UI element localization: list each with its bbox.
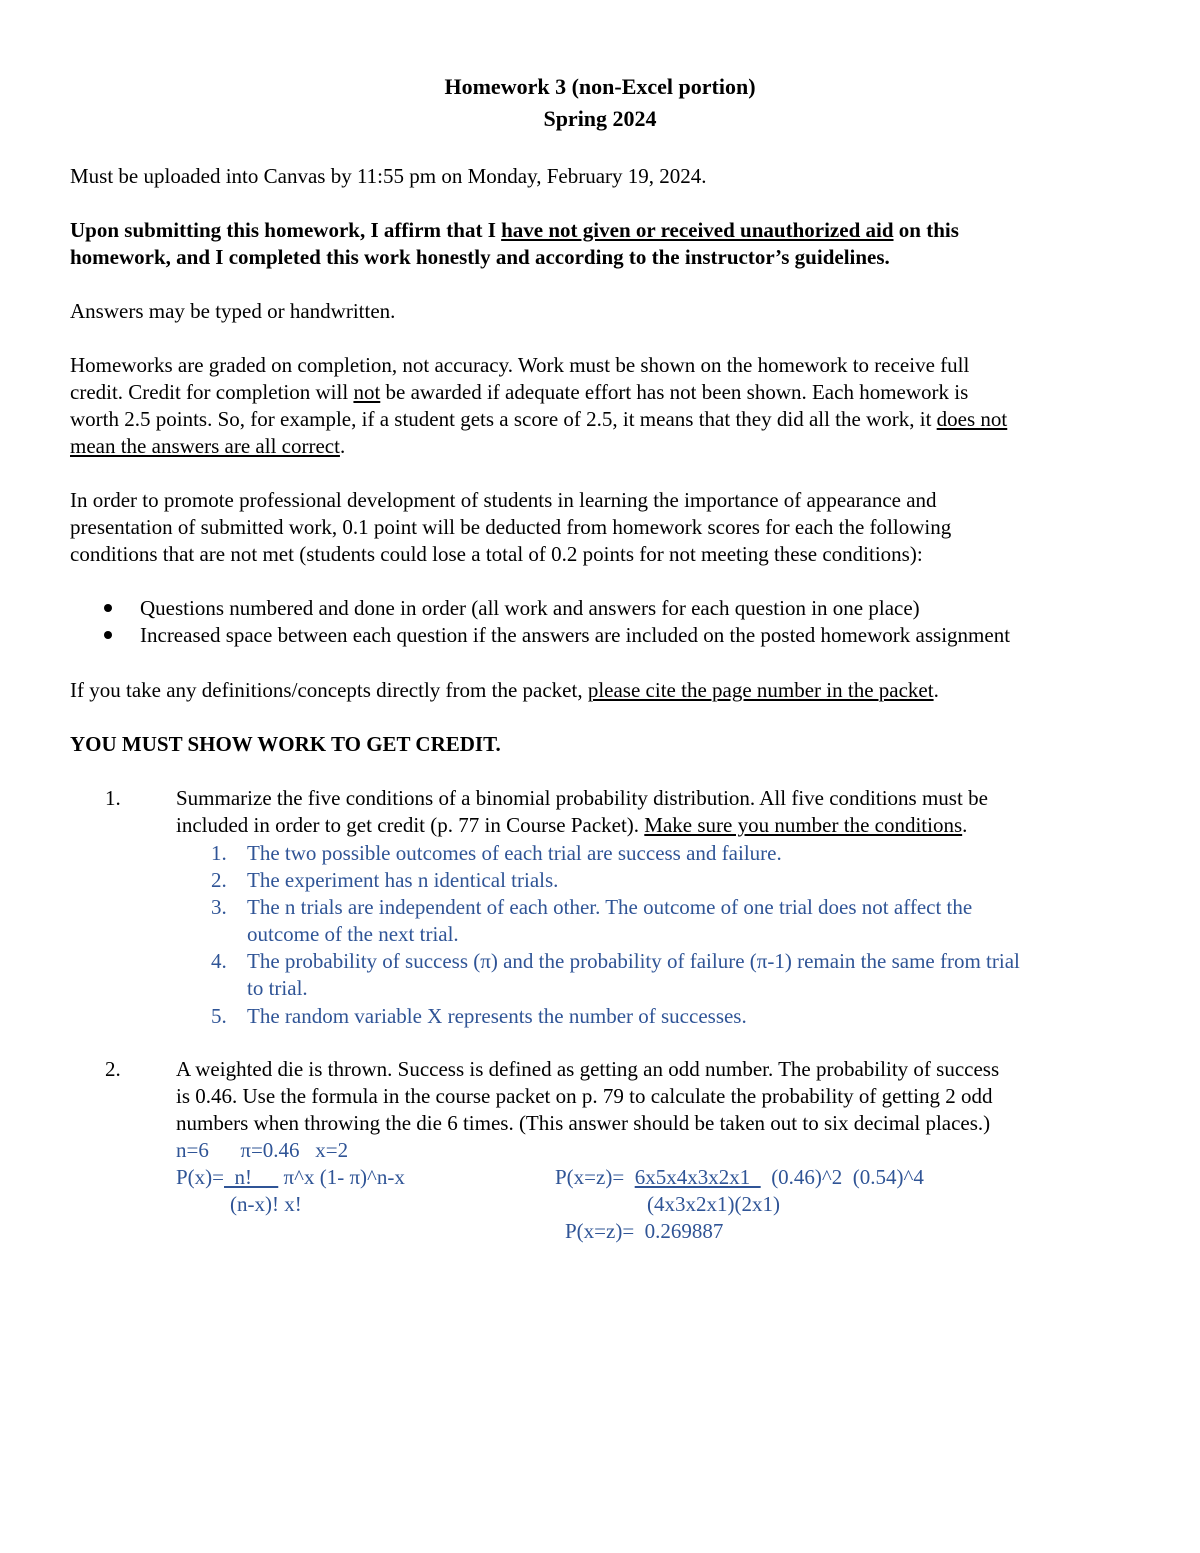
bullet-dot-icon — [104, 604, 112, 612]
question-1-underlined: Make sure you number the conditions — [644, 813, 963, 837]
grading-underlined-correct: mean the answers are all correct — [70, 434, 340, 458]
formula-denominator: (n-x)! x! — [230, 1192, 302, 1216]
document-subtitle: Spring 2024 — [543, 106, 657, 131]
cite-text: . — [933, 678, 939, 702]
question-2-line-3: numbers when throwing the die 6 times. (This answer should be taken out to six decimal places.) — [176, 1111, 991, 1135]
question-1-number: 1. — [105, 786, 121, 810]
grading-underlined-does-not: does not — [936, 407, 1008, 431]
result-line: P(x=z)= 0.269887 — [565, 1219, 724, 1243]
grading-text: . — [339, 434, 346, 458]
affirmation-line-2: homework, and I completed this work honestly and according to the instructor’s guidelines. — [70, 245, 890, 269]
grading-underlined-not: not — [353, 380, 381, 404]
question-2-line-1: A weighted die is thrown. Success is defined as getting an odd number. The probability of success — [176, 1057, 1000, 1081]
cite-underlined: please cite the page number in the packet — [587, 678, 934, 702]
answer-2-number: 2. — [211, 868, 227, 892]
substitution-denominator: (4x3x2x1)(2x1) — [647, 1192, 780, 1216]
answer-1-text: The two possible outcomes of each trial are success and failure. — [247, 841, 782, 865]
question-1-line-1: Summarize the five conditions of a binomial probability distribution. All five conditions must be — [176, 786, 988, 810]
answer-5-text: The random variable X represents the number of successes. — [247, 1004, 747, 1028]
document-title: Homework 3 (non-Excel portion) — [444, 74, 756, 99]
grading-text: be awarded if adequate effort has not been shown. Each homework is — [380, 380, 969, 404]
answer-3-number: 3. — [211, 895, 227, 919]
answers-note: Answers may be typed or handwritten. — [70, 299, 396, 323]
cite-text: If you take any definitions/concepts directly from the packet, — [70, 678, 588, 702]
affirmation-underlined: have not given or received unauthorized aid — [501, 218, 894, 242]
affirmation-part-a: Upon submitting this homework, I affirm that I — [70, 218, 502, 242]
substitution-rest: (0.46)^2 (0.54)^4 — [760, 1165, 924, 1189]
formula-lhs: P(x)= — [176, 1165, 225, 1189]
presentation-line-2: presentation of submitted work, 0.1 point will be deducted from homework scores for each the following — [70, 515, 952, 539]
answer-4-text: The probability of success (π) and the probability of failure (π-1) remain the same from trial — [247, 949, 1020, 973]
answer-1-number: 1. — [211, 841, 227, 865]
presentation-line-3: conditions that are not met (students could lose a total of 0.2 points for not meeting these conditions): — [70, 542, 923, 566]
substitution-line — [555, 1164, 924, 1191]
presentation-line-1: In order to promote professional development of students in learning the importance of appearance and — [70, 488, 937, 512]
answer-3-text: The n trials are independent of each other. The outcome of one trial does not affect the — [247, 895, 973, 919]
answer-4-number: 4. — [211, 949, 227, 973]
grading-text: credit. Credit for completion will — [70, 380, 354, 404]
question-1-text: . — [962, 813, 968, 837]
bullet-item: Questions numbered and done in order (all work and answers for each question in one place) — [140, 596, 920, 620]
question-1-text: included in order to get credit (p. 77 in Course Packet). — [176, 813, 645, 837]
affirmation-line-1 — [70, 217, 959, 244]
answer-3-text-cont: outcome of the next trial. — [247, 922, 459, 946]
grading-line-1: Homeworks are graded on completion, not accuracy. Work must be shown on the homework to receive full — [70, 353, 970, 377]
cite-line — [70, 677, 939, 704]
question-1-line-2 — [176, 812, 967, 839]
bullet-item: Increased space between each question if the answers are included on the posted homework assignment — [140, 623, 1011, 647]
question-2-number: 2. — [105, 1057, 121, 1081]
due-date-text: Must be uploaded into Canvas by 11:55 pm on Monday, February 19, 2024. — [70, 164, 707, 188]
grading-text: worth 2.5 points. So, for example, if a student gets a score of 2.5, it means that they did all the work, it — [70, 407, 937, 431]
formula-numerator: n! — [224, 1165, 279, 1189]
formula-line — [176, 1164, 405, 1191]
must-show-heading: YOU MUST SHOW WORK TO GET CREDIT. — [70, 732, 501, 756]
grading-line-4 — [70, 433, 345, 460]
substitution-numerator: 6x5x4x3x2x1 — [634, 1165, 761, 1189]
formula-rest: π^x (1- π)^n-x — [278, 1165, 405, 1189]
question-2-line-2: is 0.46. Use the formula in the course packet on p. 79 to calculate the probability of getting 2 odd — [176, 1084, 993, 1108]
grading-line-2 — [70, 379, 968, 406]
answer-5-number: 5. — [211, 1004, 227, 1028]
answer-2-text: The experiment has n identical trials. — [247, 868, 559, 892]
bullet-dot-icon — [104, 631, 112, 639]
substitution-lhs: P(x=z)= — [555, 1165, 635, 1189]
answer-4-text-cont: to trial. — [247, 976, 308, 1000]
given-values: n=6 π=0.46 x=2 — [176, 1138, 349, 1162]
grading-line-3 — [70, 406, 1007, 433]
affirmation-part-c: on this — [893, 218, 959, 242]
